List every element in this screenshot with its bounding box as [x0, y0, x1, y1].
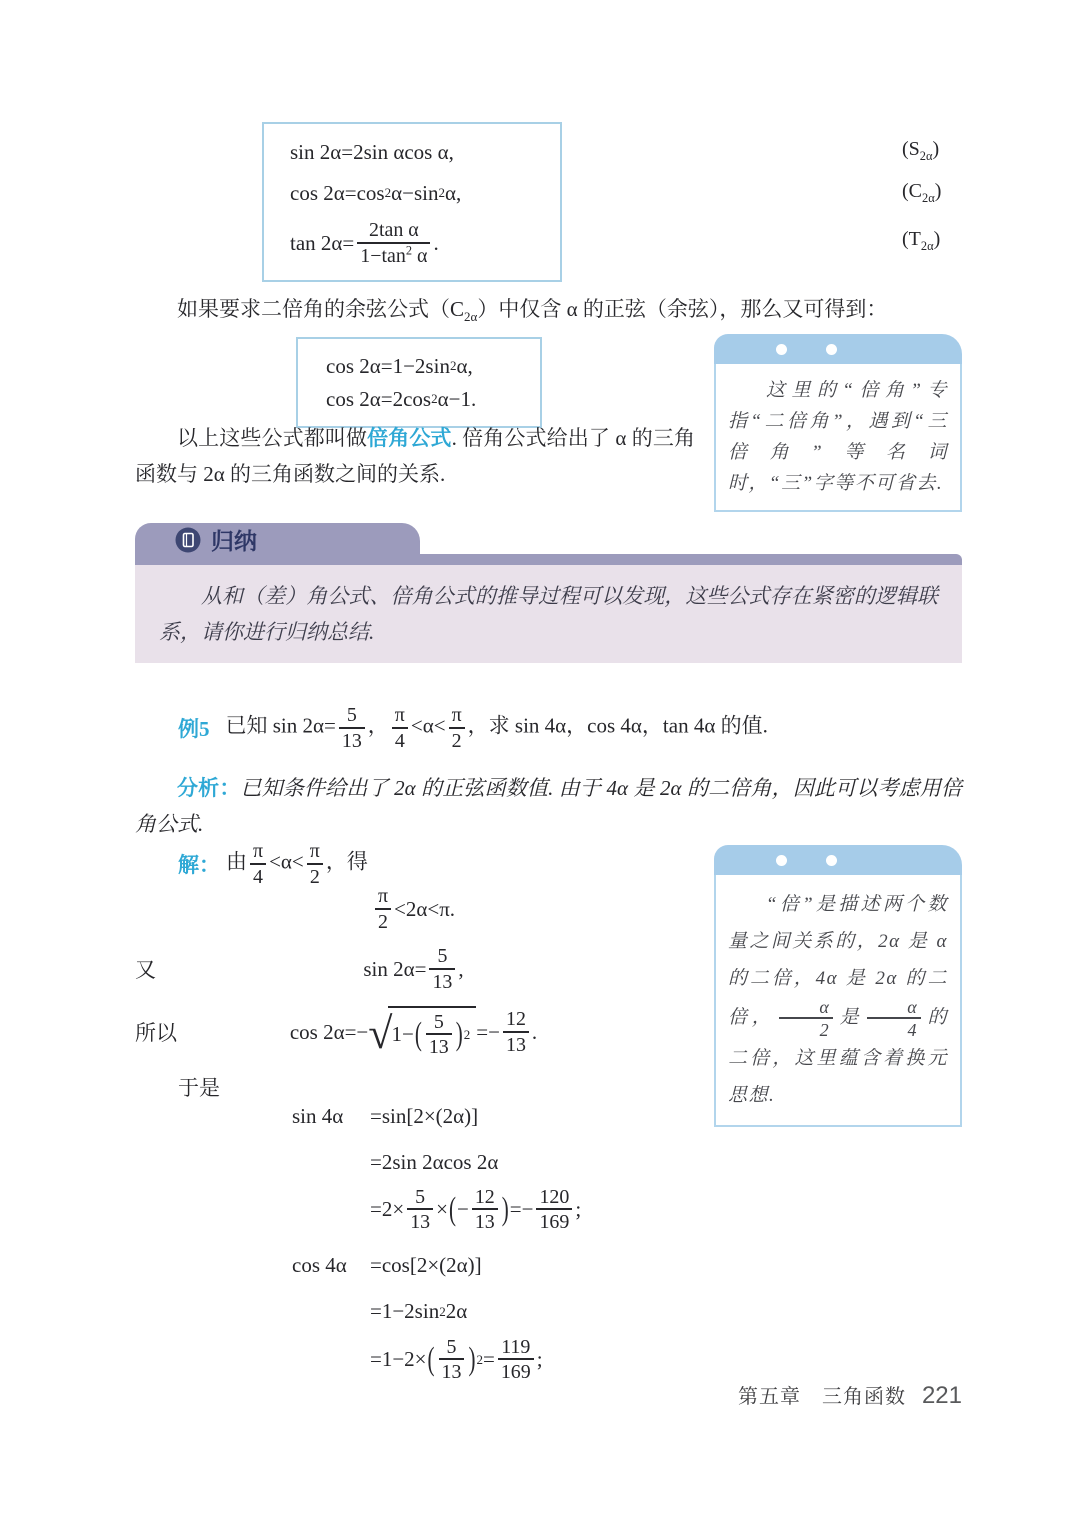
equation-2a-range	[135, 880, 692, 938]
formula-box-cos-variants	[296, 337, 542, 428]
connective-suoyi: 所以	[135, 1021, 177, 1045]
formula-cos-variant-2: cos 2α=2cos 2 α−1.	[326, 386, 477, 411]
margin-note-double-angle	[714, 334, 962, 512]
derivation-step: =2× $\frac{5}{13}$ × ( − $\frac{12}{13}$ ) =− $\frac{120}{169}$ ;	[370, 1186, 582, 1234]
page-number: 221	[921, 1382, 962, 1409]
analysis-label: 分析：	[177, 776, 241, 800]
paragraph-definition	[135, 420, 695, 492]
formula-cos-variant-1: cos 2α=1−2sin 2 α,	[326, 353, 473, 378]
note-clip-icon	[714, 334, 962, 364]
definition-prefix: 以上这些公式都叫做	[177, 426, 368, 450]
summary-band	[135, 554, 962, 565]
summary-text: 从和（差）角公式、倍角公式的推导过程可以发现，这些公式存在紧密的逻辑联系，请你进行归纳总结.	[159, 584, 938, 644]
solution-intro-math: 由 $\frac{\pi}{4}$ <α< $\frac{\pi}{2}$ ，得	[226, 840, 368, 888]
formula-label-t2a: $(T_{2\alpha})$	[902, 228, 941, 253]
derivation-step: =1−2sin 2 2α	[370, 1299, 468, 1324]
solution-label: 解：	[178, 853, 220, 877]
formula-tan-2a: tan 2α= $\frac{\text{2tan α}}{1-\tan^2 \alpha}$ .	[290, 219, 439, 267]
page-footer	[560, 1380, 962, 1410]
equation-centered: cos 2α=− √ 1− ( $\frac{5}{13}$ ) 2 =− $\frac{12}{13}$ .	[135, 998, 692, 1066]
note-text: 这里的“倍角”专指“二倍角”，遇到“三倍角”等名词时，“三”字等不可省去.	[714, 364, 962, 512]
formula-cos-2a: cos 2α=cos 2 α−sin 2 α,	[290, 180, 462, 205]
formula-box-double-angle	[262, 122, 562, 282]
connective-yushi: 于是	[178, 1076, 220, 1100]
analysis-paragraph	[135, 770, 962, 842]
clip-dot-icon	[826, 855, 837, 866]
analysis-text: 已知条件给出了 2α 的正弦函数值. 由于 4α 是 2α 的二倍角，因此可以考虑用倍角公式.	[135, 776, 962, 836]
derivation-lhs: cos 4α	[292, 1253, 347, 1278]
book-icon	[175, 527, 201, 553]
clip-dot-icon	[776, 855, 787, 866]
chapter-title: 第五章 三角函数	[737, 1386, 906, 1408]
example-label: 例5	[178, 717, 210, 741]
equation-cos-2a-row	[135, 998, 692, 1066]
summary-tab	[135, 523, 420, 556]
derivation-step: =1−2× ( $\frac{5}{13}$ ) 2 = $\frac{119}{169}$ ;	[370, 1335, 543, 1384]
derivation-step: =cos[2×(2α)]	[370, 1253, 482, 1278]
definition-suffix: . 倍角公式给出了 α 的三角函数与 2α 的三角函数之间的关系.	[135, 426, 695, 486]
note-clip-icon	[714, 845, 962, 875]
derivation-cos-4a	[292, 1244, 581, 1384]
derivation-step: =2sin 2αcos 2α	[370, 1149, 499, 1174]
formula-label-c2a: $(C_{2\alpha})$	[902, 180, 942, 205]
clip-dot-icon	[826, 344, 837, 355]
equation-sin-2a-row	[135, 940, 692, 998]
derivation-sin-4a	[292, 1094, 581, 1234]
derivation-lhs: sin 4α	[292, 1103, 344, 1128]
formula-label-s2a: $(S_{2\alpha})$	[902, 138, 940, 163]
clip-dot-icon	[776, 344, 787, 355]
example-5-heading	[178, 700, 768, 756]
connective-you: 又	[135, 958, 156, 982]
equation-centered: $\frac{\pi}{2}$ <2α<π.	[135, 880, 692, 938]
summary-title: 归纳	[211, 528, 257, 554]
derivation-steps	[370, 1094, 581, 1234]
derivation-steps	[370, 1244, 543, 1384]
formula-sin-2a: sin 2α=2sin αcos α,	[290, 139, 454, 164]
example-statement: 已知 sin 2α= $\frac{5}{13}$ ， $\frac{\pi}{4}$ <α< $\frac{\pi}{2}$ ，求 sin 4α，cos 4α，tan 4α 的值.	[225, 704, 768, 752]
equation-centered: sin 2α= $\frac{5}{13}$ ,	[363, 945, 464, 993]
derivation-block	[292, 1094, 581, 1383]
paragraph-cosine-variants: 如果要求二倍角的余弦公式$(C_{2\alpha})$中仅含 α 的正弦（余弦），那么又可得到：	[177, 297, 888, 325]
highlight-term: 倍角公式	[367, 426, 452, 450]
margin-note-bei	[714, 845, 962, 1127]
note-text: “倍”是描述两个数量之间关系的，2α 是 α 的二倍，4α 是 2α 的二倍， $\frac{\alpha}{2}$ 是 $\frac{\alpha}{4}$ 的二倍，这里蕴含着换元思想.	[714, 875, 962, 1127]
derivation-step: =sin[2×(2α)]	[370, 1103, 479, 1128]
summary-panel	[135, 565, 962, 663]
